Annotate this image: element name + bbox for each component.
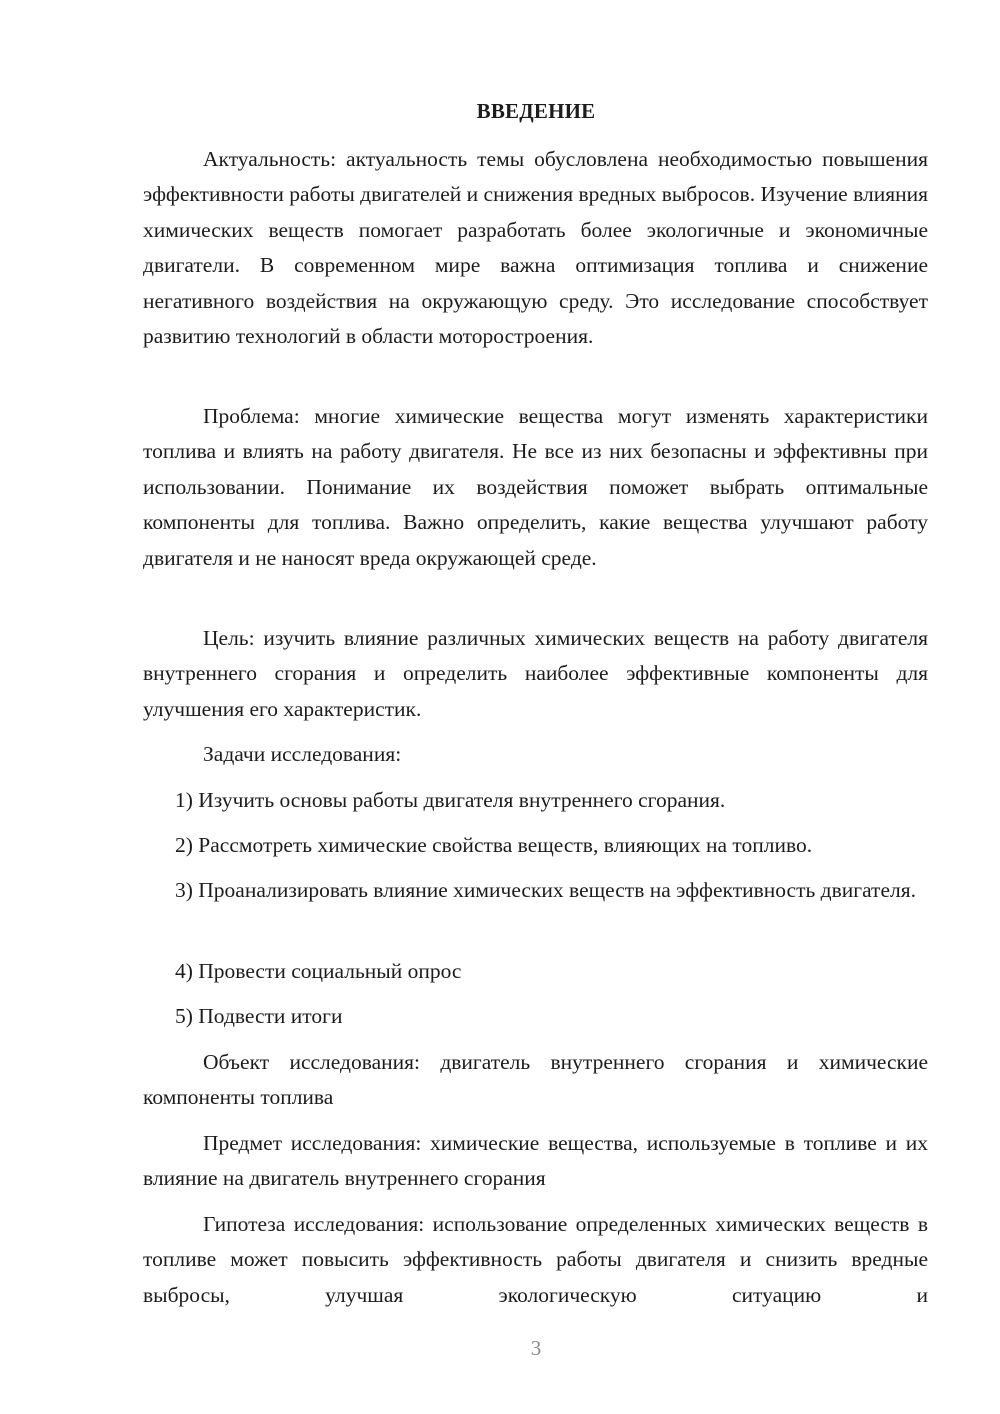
paragraph-problem: Проблема: многие химические вещества могут изменять характеристики топлива и влиять на работу двигателя. Не все из них безопасны и эффективны при использовании. Понимание их воздействия поможет выбрать оптимальные компоненты для топлива. Важно определить, какие вещества улучшают работу двигателя и не наносят вреда окружающей среде.	[143, 404, 928, 570]
paragraph-goal: Цель: изучить влияние различных химических веществ на работу двигателя внутреннего сгорания и определить наиболее эффективные компоненты для улучшения его характеристик.	[143, 626, 928, 721]
list-item-task-4: 4) Провести социальный опрос	[175, 959, 462, 983]
tasks-heading: Задачи исследования:	[203, 742, 402, 766]
paragraph-hypothesis: Гипотеза исследования: использование определенных химических веществ в топливе может повысить эффективность работы двигателя и снизить вредные выбросы, улучшая экологическую ситуацию и	[143, 1212, 928, 1307]
list-item-task-1: 1) Изучить основы работы двигателя внутреннего сгорания.	[175, 788, 726, 812]
list-item-task-2: 2) Рассмотреть химические свойства веществ, влияющих на топливо.	[175, 833, 813, 857]
page-number: 3	[530, 1336, 542, 1360]
page-title: ВВЕДЕНИЕ	[476, 99, 596, 123]
list-item-task-3: 3) Проанализировать влияние химических веществ на эффективность двигателя.	[175, 878, 916, 902]
list-item-task-5: 5) Подвести итоги	[175, 1004, 343, 1028]
paragraph-relevance: Актуальность: актуальность темы обусловлена необходимостью повышения эффективности работы двигателей и снижения вредных выбросов. Изучение влияния химических веществ помогает разработать более экологичные и экономичные двигатели. В современном мире важна оптимизация топлива и снижение негативного воздействия на окружающую среду. Это исследование способствует развитию технологий в области моторостроения.	[143, 147, 928, 349]
paragraph-subject: Предмет исследования: химические вещества, используемые в топливе и их влияние на двигатель внутреннего сгорания	[143, 1131, 928, 1191]
paragraph-object: Объект исследования: двигатель внутреннего сгорания и химические компоненты топлива	[143, 1050, 928, 1110]
